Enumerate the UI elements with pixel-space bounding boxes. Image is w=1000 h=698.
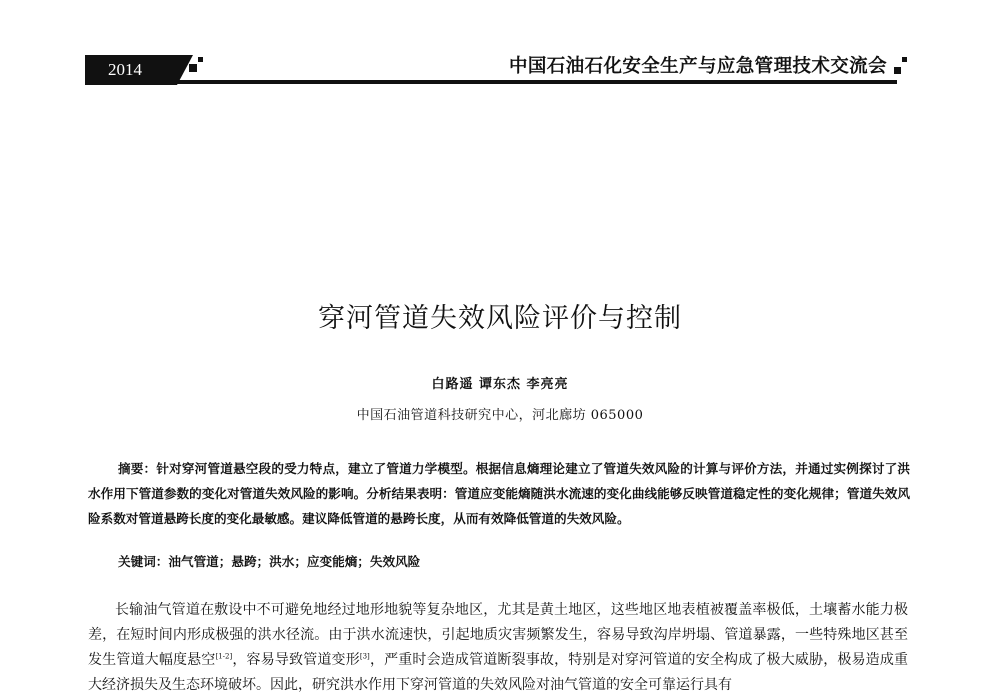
- paper-affiliation: 中国石油管道科技研究中心，河北廊坊 065000: [356, 408, 644, 423]
- keywords-text: 油气管道；悬跨；洪水；应变能熵；失效风险: [168, 554, 421, 569]
- body-text-part2: ，容易导致管道变形: [232, 652, 360, 668]
- abstract-text: 针对穿河管道悬空段的受力特点，建立了管道力学模型。根据信息熵理论建立了管道失效风险的计算与评价方法，并通过实例探讨了洪水作用下管道参数的变化对管道失效风险的影响。分析结果表明：管道应变能熵随洪水流速的变化曲线能够反映管道稳定性的变化规律；管道失效风险系数对管道悬跨长度的变化最敏感。建议降低管道的悬跨长度，从而有效降低管道的失效风险。: [88, 461, 911, 526]
- header-small-square-mark-icon: [198, 57, 203, 62]
- citation-ref-2[interactable]: [3]: [359, 652, 370, 661]
- running-header: [85, 55, 907, 85]
- body-text-part3: ，严重时会造成管道断裂事故，特别是对穿河管道的安全构成了极大威胁，极易造成重大经济损失及生态环境破坏。因此，研究洪水作用下穿河管道的失效风险对油气管道的安全可靠运行具有: [88, 652, 909, 693]
- header-year: 2014: [85, 55, 177, 85]
- citation-ref-1[interactable]: [1-2]: [215, 652, 233, 661]
- header-conference-title: 中国石油石化安全生产与应急管理技术交流会: [508, 56, 887, 77]
- abstract-label: 摘要：: [118, 461, 157, 476]
- header-end-small-square-mark-icon: [902, 57, 907, 62]
- header-rule: [85, 80, 897, 84]
- keywords-label: 关键词：: [118, 554, 169, 569]
- body-paragraph: [88, 598, 908, 698]
- header-end-square-mark-icon: [894, 67, 901, 74]
- header-square-mark-icon: [189, 64, 197, 72]
- body-text-part1: 长输油气管道在敷设中不可避免地经过地形地貌等复杂地区，尤其是黄土地区，这些地区地表植被覆盖率极低，土壤蓄水能力极差，在短时间内形成极强的洪水径流。由于洪水流速快，引起地质灾害频繁发生，容易导致沟岸坍塌、管道暴露，一些特殊地区甚至发生管道大幅度悬空: [88, 602, 908, 668]
- keywords: [118, 552, 908, 572]
- abstract: [88, 456, 910, 531]
- paper-authors: 白路遥 谭东杰 李亮亮: [431, 377, 569, 392]
- paper-title: 穿河管道失效风险评价与控制: [318, 303, 682, 334]
